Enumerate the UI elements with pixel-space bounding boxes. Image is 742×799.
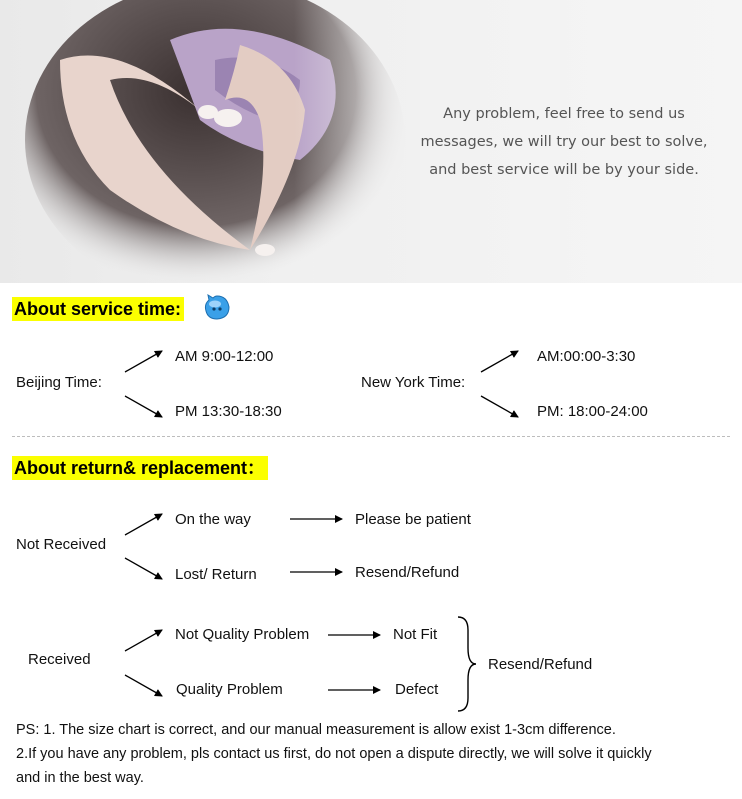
- received-label: Received: [28, 651, 91, 668]
- hero-line-3: and best service will be by your side.: [429, 162, 699, 178]
- defect-label: Defect: [395, 681, 439, 698]
- service-time-heading: About service time:: [12, 297, 184, 321]
- not-received-label: Not Received: [16, 536, 107, 553]
- hero-line-2: messages, we will try our best to solve,: [420, 134, 708, 150]
- hero-line-1: Any problem, feel free to send us: [443, 106, 685, 122]
- beijing-am-hours: AM 9:00-12:00: [175, 348, 274, 365]
- ps-line-2: 2.If you have any problem, pls contact us first, do not open a dispute directly, we will solve it quickly: [16, 746, 652, 762]
- on-the-way-label: On the way: [175, 511, 251, 528]
- resend-refund-label: Resend/Refund: [355, 564, 460, 581]
- lost-return-label: Lost/ Return: [175, 566, 257, 583]
- ps-line-3: and in the best way.: [16, 770, 144, 786]
- newyork-pm-hours: PM: 18:00-24:00: [537, 403, 648, 420]
- not-quality-problem-label: Not Quality Problem: [175, 626, 310, 643]
- newyork-time-label: New York Time:: [361, 374, 466, 391]
- received-resend-refund-label: Resend/Refund: [488, 656, 593, 673]
- beijing-pm-hours: PM 13:30-18:30: [175, 403, 282, 420]
- return-heading: About return& replacement：: [12, 456, 268, 480]
- newyork-am-hours: AM:00:00-3:30: [537, 348, 636, 365]
- beijing-time-label: Beijing Time:: [16, 374, 102, 391]
- not-fit-label: Not Fit: [393, 626, 438, 643]
- ps-line-1: PS: 1. The size chart is correct, and our manual measurement is allow exist 1-3cm difference.: [16, 722, 616, 738]
- section-divider: [12, 436, 730, 437]
- please-be-patient-label: Please be patient: [355, 511, 471, 528]
- quality-problem-label: Quality Problem: [176, 681, 283, 698]
